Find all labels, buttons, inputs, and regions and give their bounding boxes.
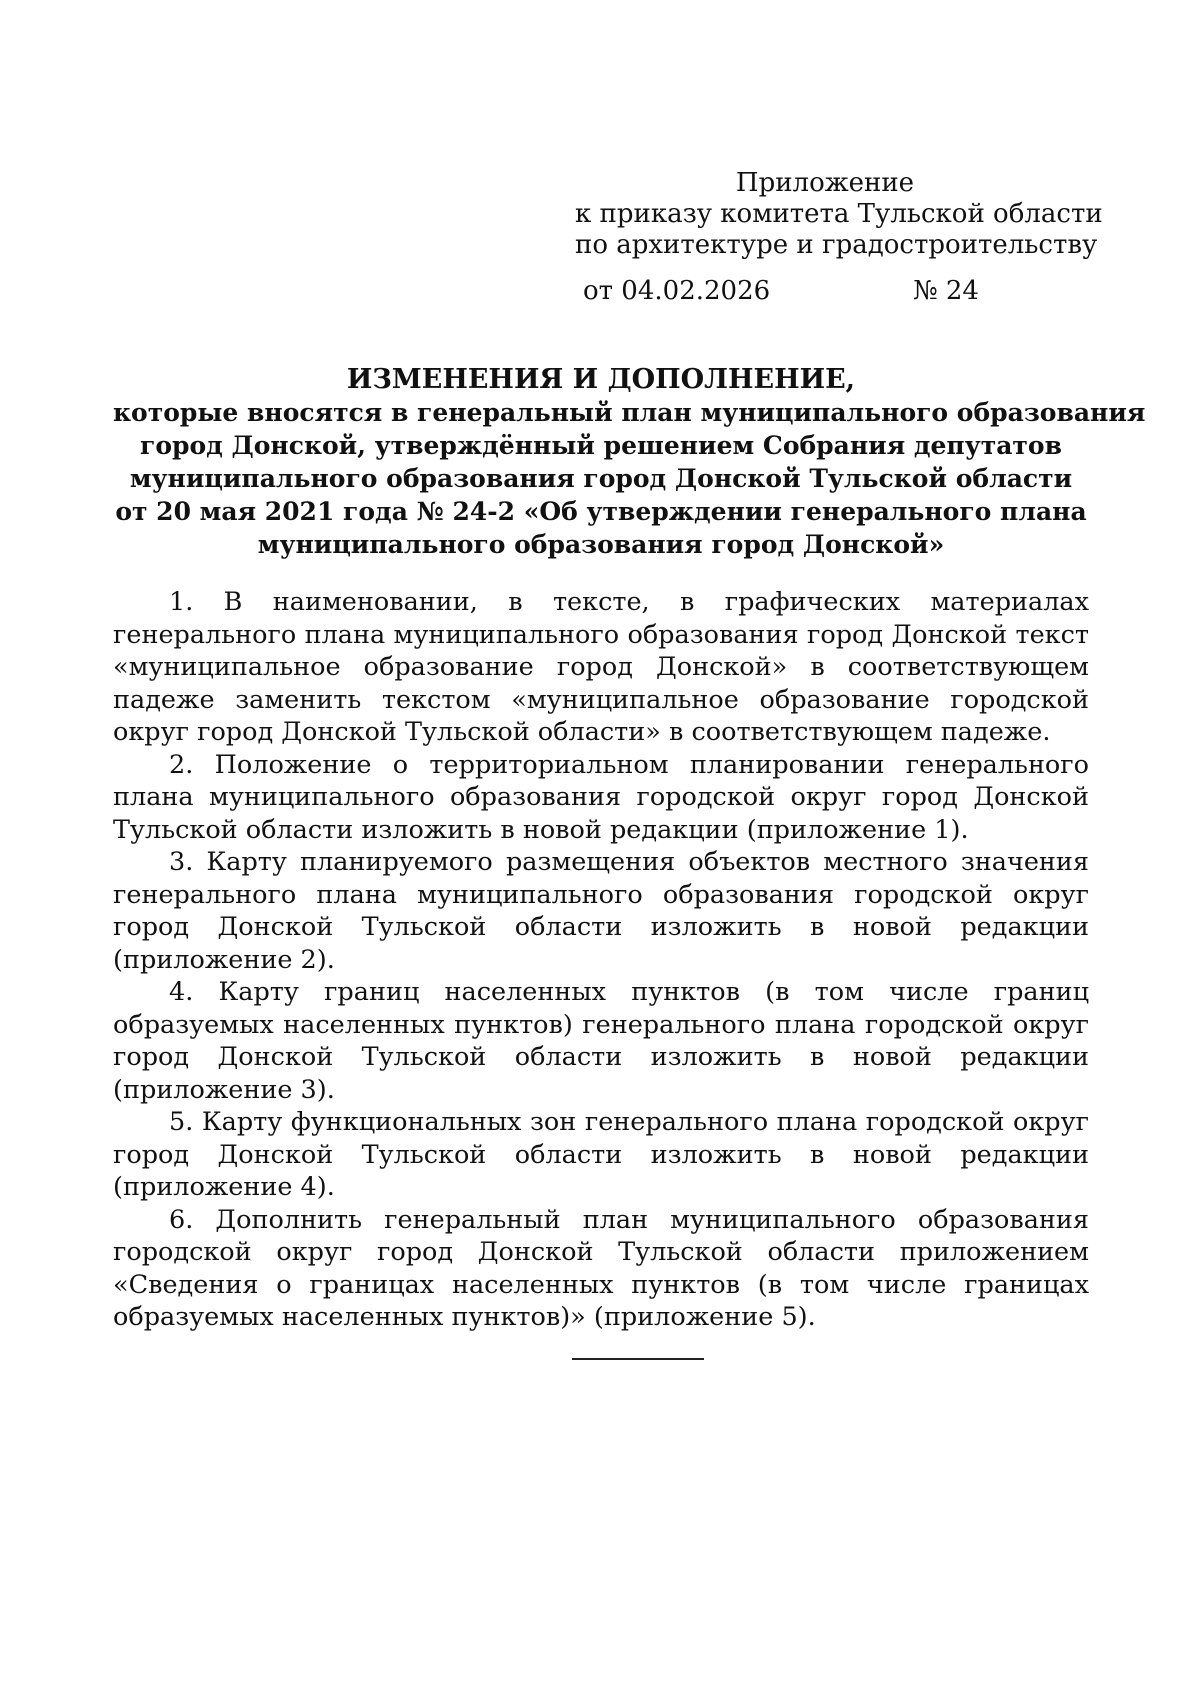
paragraph-5: 5. Карту функциональных зон генерального плана городской округ город Донской Тульской области изложить в новой редакции (приложение 4).	[113, 1107, 1089, 1202]
paragraph-2: 2. Положение о территориальном планировании генерального плана муниципального образования городской округ город Донской Тульской области изложить в новой редакции (приложение 1).	[113, 749, 1089, 845]
approval-line-2: к приказу комитета Тульской области	[575, 199, 1103, 229]
title-line: от 20 мая 2021 года № 24-2 «Об утверждении генерального плана	[115, 497, 1087, 526]
approval-line-1: Приложение	[735, 168, 915, 198]
paragraph-3: 3. Карту планируемого размещения объектов местного значения генерального плана муниципального образования городской округ город Донской Тульской области изложить в новой редакции (приложение 2).	[113, 847, 1089, 975]
order-number: № 24	[913, 276, 979, 306]
title-line: муниципального образования город Донской Тульской области	[129, 464, 1073, 493]
title-line: город Донской, утверждённый решением Собрания депутатов	[140, 431, 1062, 460]
end-divider	[572, 1358, 704, 1360]
order-date: от 04.02.2026	[583, 276, 771, 306]
paragraph-4: 4. Карту границ населенных пунктов (в том числе границ образуемых населенных пунктов) генерального плана городской округ город Донской Тульской области изложить в новой редакции (приложение 3).	[113, 977, 1089, 1105]
title-line: которые вносятся в генеральный план муниципального образования	[113, 398, 1146, 427]
title-line: муниципального образования город Донской»	[257, 530, 945, 559]
paragraph-1: 1. В наименовании, в тексте, в графических материалах генерального плана муниципального образования город Донской текст «муниципальное образование город Донской» в соответствующем падеже заменить текстом «муниципальное образование городской округ город Донской Тульской области» в соответствующем падеже.	[113, 587, 1089, 747]
document-title	[113, 363, 1146, 561]
paragraph-6: 6. Дополнить генеральный план муниципального образования городской округ город Донской Тульской области приложением «Сведения о границах населенных пунктов (в том числе границах образуемых населенных пунктов)» (приложение 5).	[113, 1204, 1089, 1332]
document-body	[113, 586, 1089, 1334]
approval-stamp	[575, 168, 1103, 261]
approval-line-3: по архитектуре и градостроительству	[575, 230, 1098, 260]
title-main: ИЗМЕНЕНИЯ И ДОПОЛНЕНИЕ,	[346, 364, 856, 395]
